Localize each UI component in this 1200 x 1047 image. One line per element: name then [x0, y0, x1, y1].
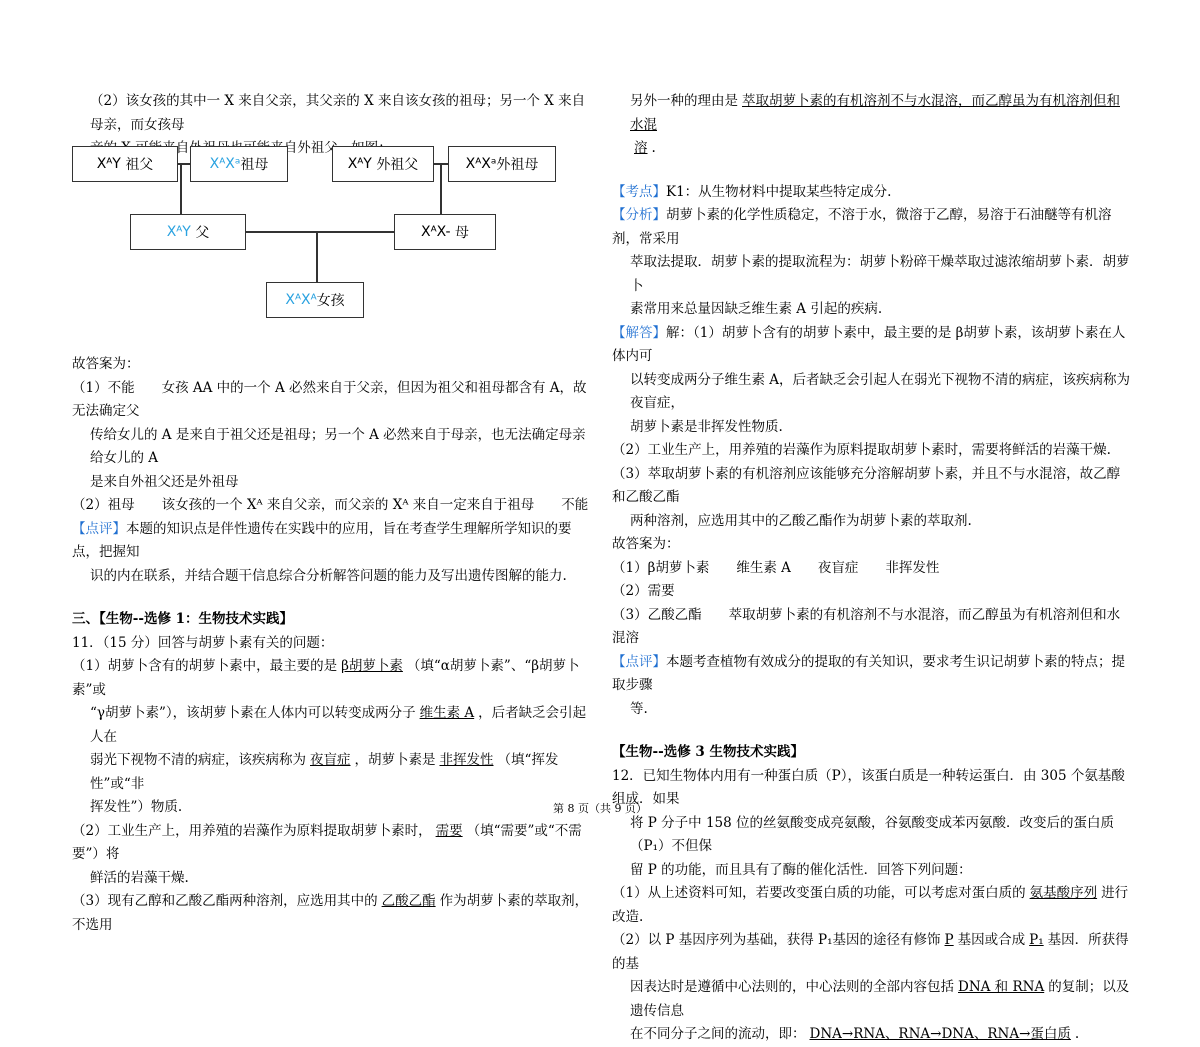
right-answer-3: （3）乙酸乙酯 萃取胡萝卜素的有机溶剂不与水混溶，而乙醇虽为有机溶剂但和水混溶	[612, 606, 1121, 646]
comment-line-1: 本题的知识点是伴性遗传在实践中的应用，旨在考查学生理解所学知识的要点，把握知	[72, 520, 572, 560]
q11-1-blank-3: 夜盲症	[310, 752, 351, 768]
maternal-grandmother-box	[448, 146, 556, 182]
maternal-grandfather-genotype: XᴬY	[347, 156, 372, 172]
q12-1-blank: 氨基酸序列	[1029, 885, 1098, 901]
answer-1-line-3: 是来自外祖父还是外祖母	[90, 473, 239, 490]
maternal-grandfather-box	[332, 146, 434, 182]
q11-2-text-b: （填“需要”或“不需要”）将	[72, 822, 582, 862]
q12-2-end: .	[1074, 1026, 1080, 1042]
analysis-line-3: 素常用来总量因缺乏维生素 A 引起的疾病.	[630, 301, 883, 317]
q11-3-text-b: 作为胡萝卜素的萃取剂，不选用	[72, 893, 589, 933]
right-answer-1: （1）β胡萝卜素 维生素 A 夜盲症 非挥发性	[612, 559, 940, 576]
answer-2: （2）祖母 该女孩的一个 Xᴬ 来自父亲，而父亲的 Xᴬ 来自一定来自于祖母 不能	[72, 497, 589, 513]
q12-2-text-d: 因表达时是遵循中心法则的，中心法则的全部内容包括	[630, 979, 954, 995]
answer-1-line-1: （1）不能 女孩 AA 中的一个 A 必然来自于父亲，但因为祖父和祖母都含有 A，故无法确定父	[72, 379, 587, 419]
answer-1-line-2: 传给女儿的 A 是来自于祖父还是祖母；另一个 A 必然来自于母亲，也无法确定母亲给女儿的 A	[90, 426, 586, 466]
q11-2-text-a: （2）工业生产上，用养殖的岩藻作为原料提取胡萝卜素时，	[72, 822, 432, 839]
right-comment-line-2: 等.	[630, 700, 648, 717]
section-elective-3: 【生物--选修 3 生物技术实践】	[612, 744, 804, 760]
q12-2-text-e: 的复制；以及遗传信息	[630, 979, 1130, 1019]
mother-label: 母	[455, 225, 470, 241]
q12-2-blank-3: DNA 和 RNA	[958, 979, 1045, 995]
father-box	[130, 214, 246, 250]
q11-1-text-b: （填“α胡萝卜素”、“β胡萝卜素”或	[72, 658, 580, 698]
q12-2-blank-2: P₁	[1029, 932, 1044, 948]
solution-line-1: 解：（1）胡萝卜含有的胡萝卜素中，最主要的是 β胡萝卜素，该胡萝卜素在人体内可	[612, 324, 1126, 364]
right-answer-2: （2）需要	[612, 583, 675, 599]
analysis-line-2: 萃取法提取．胡萝卜素的提取流程为：胡萝卜粉碎干燥萃取过滤浓缩胡萝卜素．胡萝卜	[630, 254, 1130, 294]
solution-line-5: （3）萃取胡萝卜素的有机溶剂应该能够充分溶解胡萝卜素，并且不与水混溶，故乙醇和乙酸乙酯	[612, 465, 1121, 505]
question-11: 11．（15 分）回答与胡萝卜素有关的问题：	[72, 634, 334, 651]
mother-genotype: XᴬX-	[420, 224, 451, 240]
right-column	[612, 90, 1132, 1047]
solution-line-6: 两种溶剂，应选用其中的乙酸乙酯作为胡萝卜素的萃取剂.	[630, 512, 972, 529]
q12-2-blank-1: P	[944, 932, 954, 948]
q11-1-blank-1: β胡萝卜素	[341, 658, 403, 674]
father-genotype: XᴬY	[166, 224, 191, 240]
right-comment-tag: 【点评】	[612, 653, 666, 670]
q11-2-blank: 需要	[435, 822, 463, 839]
solution-tag: 【解答】	[612, 324, 666, 341]
page-footer: 第 8 页（共 9 页）	[553, 802, 647, 815]
girl-box	[266, 282, 364, 318]
grandfather-genotype: XᴬY	[96, 156, 121, 172]
q11-1-text-e: 弱光下视物不清的病症，该疾病称为	[90, 752, 306, 768]
q12-line-1: 12．已知生物体内用有一种蛋白质（P），该蛋白质是一种转运蛋白．由 305 个氨基酸组成．如果	[612, 767, 1125, 807]
grandfather-box	[72, 146, 178, 182]
grandmother-box	[190, 146, 288, 182]
grandmother-label: 祖母	[240, 157, 269, 173]
q11-1-text-h: 挥发性”）物质.	[90, 799, 183, 815]
maternal-grandmother-genotype: XᴬXᵃ	[465, 156, 497, 172]
solution-line-2: 以转变成两分子维生素 A，后者缺乏会引起人在弱光下视物不清的病症，该疾病称为夜盲症，	[630, 371, 1131, 411]
q12-1-text: （1）从上述资料可知，若要改变蛋白质的功能，可以考虑对蛋白质的	[612, 885, 1026, 901]
girl-label: 女孩	[316, 293, 345, 309]
q11-3-text-a: （3）现有乙醇和乙酸乙酯两种溶剂，应选用其中的	[72, 893, 378, 909]
cont-text: 另外一种的理由是	[630, 93, 738, 109]
grandmother-genotype: XᴬXᵃ	[209, 156, 241, 172]
comment-line-2: 识的内在联系，并结合题干信息综合分析解答问题的能力及写出遗传图解的能力.	[90, 567, 567, 584]
kaodian-tag: 【考点】	[612, 183, 666, 200]
grandfather-label: 祖父	[125, 157, 154, 173]
q11-1-blank-4: 非挥发性	[439, 752, 494, 768]
q12-2-blank-4: DNA→RNA、RNA→DNA、RNA→蛋白质	[809, 1026, 1071, 1042]
q11-1-text-d: ，后者缺乏会引起人在	[90, 705, 587, 745]
q11-2-text-c: 鲜活的岩藻干燥.	[90, 869, 189, 886]
solution-line-4: （2）工业生产上，用养殖的岩藻作为原料提取胡萝卜素时，需要将鲜活的岩藻干燥.	[612, 442, 1111, 458]
q12-1-end: 进行改造.	[612, 885, 1129, 925]
section-3-heading: 三、【生物--选修 1：生物技术实践】	[72, 611, 294, 627]
cont-end: .	[651, 140, 656, 156]
cont-blank: 萃取胡萝卜素的有机溶剂不与水混溶，而乙醇虽为有机溶剂但和水混	[630, 93, 1120, 133]
kaodian-text: K1：从生物材料中提取某些特定成分.	[666, 183, 892, 200]
left-column-lower	[72, 353, 592, 937]
q11-1-text-f: ，胡萝卜素是	[354, 752, 436, 768]
q12-line-2: 将 P 分子中 158 位的丝氨酸变成亮氨酸，谷氨酸变成苯丙氨酸．改变后的蛋白质（P₁）不但保	[630, 814, 1115, 854]
cont-blank-2: 溶	[634, 140, 648, 156]
father-label: 父	[195, 225, 210, 241]
q11-1-text-c: “γ胡萝卜素”），该胡萝卜素在人体内可以转变成两分子	[90, 705, 416, 721]
right-answer-heading: 故答案为：	[612, 536, 680, 552]
intro-line-1: （2）该女孩的其中一 X 来自父亲，其父亲的 X 来自该女孩的祖母；另一个 X 来自母亲，而女孩母	[90, 93, 586, 133]
q11-1-text-g: （填“挥发性”或“非	[90, 752, 559, 792]
q12-2-text-f: 在不同分子之间的流动，即：	[630, 1026, 806, 1042]
right-comment-line-1: 本题考查植物有效成分的提取的有关知识，要求考生识记胡萝卜素的特点；提取步骤	[612, 653, 1125, 693]
q12-line-3: 留 P 的功能，而且具有了酶的催化活性．回答下列问题：	[630, 861, 972, 878]
analysis-tag: 【分析】	[612, 207, 666, 223]
analysis-line-1: 胡萝卜素的化学性质稳定，不溶于水，微溶于乙醇，易溶于石油醚等有机溶剂，常采用	[612, 207, 1112, 247]
q12-2-text-a: （2）以 P 基因序列为基础，获得 P₁基因的途径有修饰	[612, 932, 941, 948]
q11-3-blank: 乙酸乙酯	[381, 893, 436, 909]
mother-box	[394, 214, 496, 250]
q12-2-text-c: 基因．所获得的基	[612, 932, 1129, 972]
answer-heading: 故答案为：	[72, 356, 140, 372]
comment-tag: 【点评】	[72, 520, 126, 537]
solution-line-3: 胡萝卜素是非挥发性物质.	[630, 418, 783, 435]
q11-1-text-a: （1）胡萝卜含有的胡萝卜素中，最主要的是	[72, 658, 338, 674]
girl-genotype: XᴬXᴬ	[285, 292, 317, 308]
q11-1-blank-2: 维生素 A	[419, 705, 475, 721]
maternal-grandfather-label: 外祖父	[376, 157, 419, 173]
maternal-grandmother-label: 外祖母	[496, 157, 539, 173]
q12-2-text-b: 基因或合成	[957, 932, 1026, 948]
